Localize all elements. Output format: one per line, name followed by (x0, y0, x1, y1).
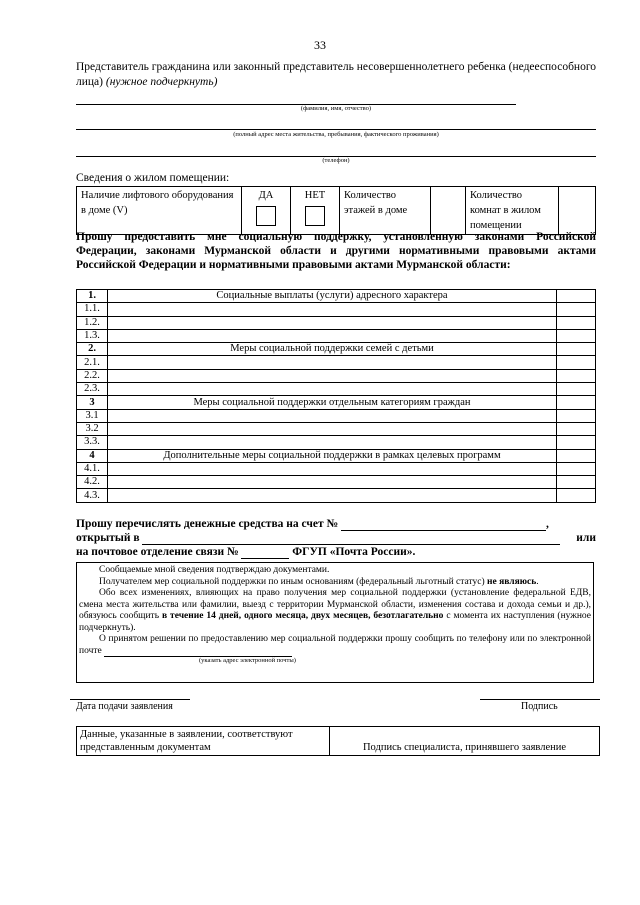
data-matches-text: Данные, указанные в заявлении, соответствуют представленным документам (77, 727, 330, 756)
measures-item-row (77, 476, 596, 489)
phone-caption: (телефон) (322, 157, 350, 164)
notice-decision (79, 634, 591, 657)
notice-changes-end: с момента их наступления (нужное подчеркнуть). (79, 611, 592, 633)
item-number: 2.1. (77, 356, 108, 369)
request-text: Прошу предоставить мне социальную поддержку, установленную законами Российской Федерации, законами Мурманской области и другими нормативными правовыми актами Российской Федерации и нормативными правовыми актами Мурманской области: (76, 231, 596, 271)
item-number: 4.1. (77, 462, 108, 475)
item-number: 1.3. (77, 329, 108, 342)
measures-item-row (77, 422, 596, 435)
notice-status (79, 577, 591, 589)
item-number: 4.3. (77, 489, 108, 502)
post-suffix: ФГУП «Почта России». (292, 546, 416, 558)
post-row (76, 545, 596, 559)
notice-box (76, 562, 594, 683)
transfer-block (76, 517, 596, 559)
account-row: Прошу перечислять денежные средства на счет № , (76, 518, 549, 530)
page-number: 33 (314, 38, 326, 52)
item-description-cell[interactable] (108, 462, 557, 475)
item-description-cell[interactable] (108, 489, 557, 502)
yes-checkbox[interactable] (256, 206, 276, 226)
item-number: 1.1. (77, 303, 108, 316)
section-value-cell[interactable] (557, 343, 596, 356)
measures-section-row (77, 343, 596, 356)
rooms-label: Количество комнат в жилом помещении (466, 187, 559, 235)
item-value-cell[interactable] (557, 409, 596, 422)
measures-section-row (77, 449, 596, 462)
item-value-cell[interactable] (557, 422, 596, 435)
housing-subtitle: Сведения о жилом помещении: (76, 172, 230, 184)
item-description-cell[interactable] (108, 383, 557, 396)
section-title: Дополнительные меры социальной поддержки в рамках целевых программ (108, 449, 557, 462)
item-value-cell[interactable] (557, 329, 596, 342)
measures-item-row (77, 303, 596, 316)
item-value-cell[interactable] (557, 436, 596, 449)
post-label: на почтовое отделение связи № (76, 546, 239, 558)
section-number: 1. (77, 290, 108, 303)
item-description-cell[interactable] (108, 303, 557, 316)
section-value-cell[interactable] (557, 290, 596, 303)
notice-changes-bold: в течение 14 дней, одного месяца, двух месяцев, безотлагательно (161, 611, 444, 621)
section-value-cell[interactable] (557, 396, 596, 409)
yes-cell (242, 187, 291, 235)
account-label: Прошу перечислять денежные средства на счет № (76, 518, 339, 530)
item-value-cell[interactable] (557, 369, 596, 382)
measures-item-row (77, 316, 596, 329)
measures-item-row (77, 383, 596, 396)
item-number: 4.2. (77, 476, 108, 489)
date-label: Дата подачи заявления (76, 701, 173, 712)
item-description-cell[interactable] (108, 329, 557, 342)
notice-confirm: Сообщаемые мной сведения подтверждаю документами. (99, 565, 330, 575)
item-number: 3.3. (77, 436, 108, 449)
account-input[interactable] (341, 519, 546, 531)
item-description-cell[interactable] (108, 369, 557, 382)
signature-label: Подпись (521, 701, 558, 712)
item-value-cell[interactable] (557, 383, 596, 396)
item-description-cell[interactable] (108, 316, 557, 329)
measures-item-row (77, 409, 596, 422)
post-input[interactable] (241, 547, 289, 559)
representative-statement (76, 60, 596, 90)
item-number: 3.1 (77, 409, 108, 422)
measures-section-row (77, 290, 596, 303)
bank-input[interactable] (142, 533, 560, 545)
item-description-cell[interactable] (108, 356, 557, 369)
measures-item-row (77, 356, 596, 369)
measures-section-row (77, 396, 596, 409)
item-value-cell[interactable] (557, 476, 596, 489)
measures-item-row (77, 369, 596, 382)
notice-status-end: . (536, 576, 539, 587)
item-description-cell[interactable] (108, 436, 557, 449)
item-number: 3.2 (77, 422, 108, 435)
notice-changes-text: Обо всех изменениях, влияющих на право получения мер социальной поддержки (установление федеральной ЕДВ, смена места жительства или фамилии, выезд с территории Мурманской области, изменения состава и дохода семьи и др.), обязуюсь сообщить (79, 588, 591, 621)
representative-note: (нужное подчеркнуть) (105, 76, 218, 88)
item-number: 1.2. (77, 316, 108, 329)
section-number: 3 (77, 396, 108, 409)
measures-item-row (77, 329, 596, 342)
acceptance-table (76, 726, 600, 756)
section-title: Меры социальной поддержки семей с детьми (108, 343, 557, 356)
specialist-signature-label: Подпись специалиста, принявшего заявление (362, 742, 567, 753)
address-line[interactable] (76, 129, 596, 130)
date-line[interactable] (70, 699, 190, 700)
section-title: Социальные выплаты (услуги) адресного характера (108, 290, 557, 303)
name-caption: (фамилия, имя, отчество) (300, 105, 372, 112)
section-title: Меры социальной поддержки отдельным категориям граждан (108, 396, 557, 409)
bank-row (76, 531, 596, 545)
item-number: 2.3. (77, 383, 108, 396)
or-label: или (576, 532, 596, 544)
floors-value[interactable] (431, 187, 466, 235)
email-caption: (указать адрес электронной почты) (199, 657, 296, 664)
item-number: 2.2. (77, 369, 108, 382)
signature-line[interactable] (480, 699, 600, 700)
item-description-cell[interactable] (108, 422, 557, 435)
representative-text: Представитель гражданина или законный представитель несовершеннолетнего ребенка (недееспособного лица) (76, 61, 596, 88)
item-description-cell[interactable] (108, 476, 557, 489)
no-checkbox[interactable] (305, 206, 325, 226)
measures-item-row (77, 489, 596, 502)
specialist-signature-cell[interactable] (330, 727, 600, 756)
measures-item-row (77, 462, 596, 475)
section-value-cell[interactable] (557, 449, 596, 462)
rooms-value[interactable] (559, 187, 596, 235)
notice-changes (79, 588, 591, 634)
notice-status-bold: не являюсь (487, 576, 537, 587)
floors-label: Количество этажей в доме (340, 187, 431, 235)
elevator-label: Наличие лифтового оборудования в доме (V) (77, 187, 242, 235)
measures-table (76, 289, 596, 503)
item-value-cell[interactable] (557, 303, 596, 316)
bank-label: открытый в (76, 532, 140, 544)
housing-table (76, 186, 596, 235)
email-input[interactable] (104, 647, 292, 657)
item-value-cell[interactable] (557, 489, 596, 502)
no-cell (291, 187, 340, 235)
item-value-cell[interactable] (557, 356, 596, 369)
measures-item-row (77, 436, 596, 449)
section-number: 2. (77, 343, 108, 356)
notice-decision-text: О принятом решении по предоставлению мер социальной поддержки прошу сообщить по телефону или по электронной почте (79, 634, 591, 656)
item-description-cell[interactable] (108, 409, 557, 422)
address-caption: (полный адрес места жительства, пребывания, фактического проживания) (233, 131, 439, 138)
section-number: 4 (77, 449, 108, 462)
yes-label: ДА (258, 190, 274, 201)
notice-status-text: Получателем мер социальной поддержки по иным основаниям (федеральный льготный статус) (99, 576, 488, 587)
item-value-cell[interactable] (557, 316, 596, 329)
item-value-cell[interactable] (557, 462, 596, 475)
no-label: НЕТ (304, 190, 326, 201)
